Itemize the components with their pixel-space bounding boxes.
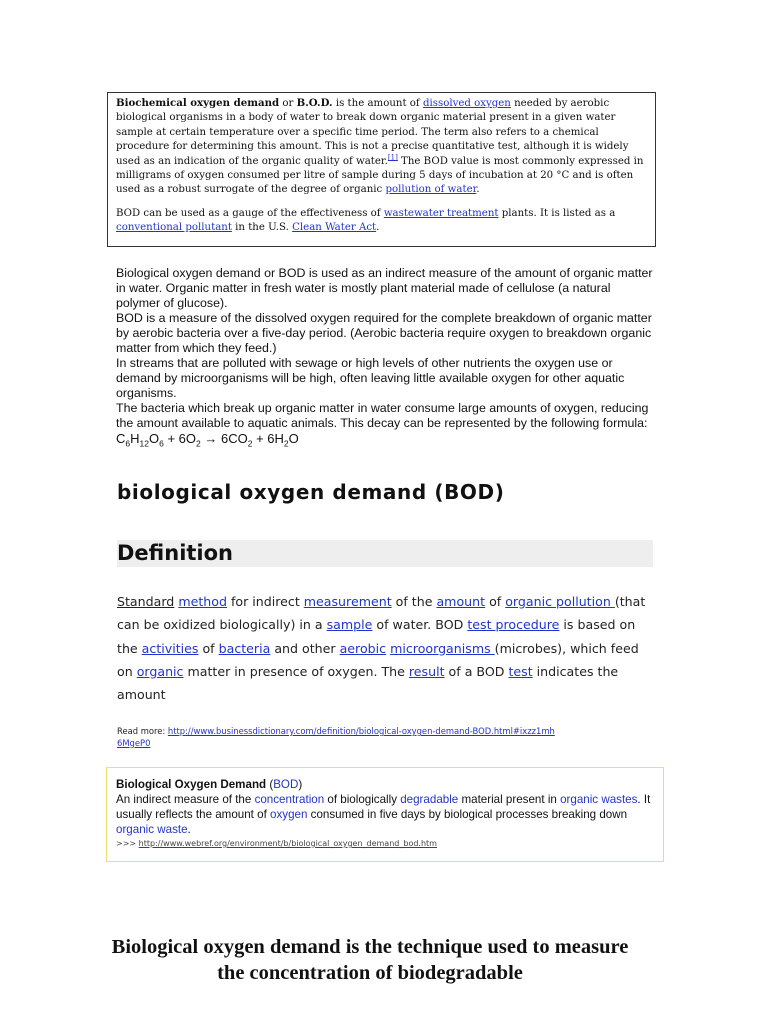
- link-sample[interactable]: sample: [326, 617, 373, 633]
- definition-title: Definition: [117, 541, 234, 565]
- wiki-text: The BOD value is most commonly expressed in milligrams of oxygen consumed per litre of sample during 5 days of incubation at 20 °C and is often used as a robust surrogate of the degree of organic: [116, 155, 644, 196]
- link-conventional-pollutant[interactable]: conventional pollutant: [116, 222, 232, 234]
- definition-text: of: [198, 640, 219, 656]
- formula-sub: 2: [196, 438, 201, 449]
- link-organic-wastes[interactable]: organic wastes: [560, 793, 638, 806]
- link-test[interactable]: test: [508, 663, 533, 679]
- link-result[interactable]: result: [408, 663, 445, 679]
- webref-body: [116, 792, 654, 837]
- webref-text: .: [187, 823, 191, 836]
- webref-source-link[interactable]: http://www.webref.org/environment/b/biological_oxygen_demand_bod.htm: [138, 839, 437, 848]
- plain-paragraph-1: Biological oxygen demand or BOD is used as an indirect measure of the amount of organic matter in water. Organic matter in fresh water is mostly plant material made of cellulose (a natural polymer of glucose).: [116, 266, 653, 310]
- plain-paragraph-4: The bacteria which break up organic matter in water consume large amounts of oxygen, reducing the amount available to aquatic animals. This decay can be represented by the following formula:: [116, 401, 649, 430]
- read-more: [117, 726, 557, 749]
- formula-part: → 6CO: [200, 431, 248, 446]
- link-microorganisms[interactable]: microorganisms: [390, 640, 495, 656]
- webref-box: [106, 767, 664, 862]
- link-pollution-of-water[interactable]: pollution of water: [385, 184, 477, 196]
- read-more-label: Read more:: [117, 726, 168, 736]
- wiki-paragraph-1: [116, 96, 649, 198]
- definition-text: of: [485, 594, 506, 609]
- definition-text: matter in presence of oxygen. The: [183, 663, 409, 679]
- wiki-excerpt-box: [107, 92, 656, 247]
- link-activities[interactable]: activities: [141, 640, 199, 656]
- link-oxygen[interactable]: oxygen: [270, 808, 308, 821]
- definition-text: (that can be oxidized biologically) in a: [117, 594, 646, 633]
- definition-text: for indirect: [226, 594, 304, 609]
- link-clean-water-act[interactable]: Clean Water Act: [292, 222, 377, 234]
- link-organic[interactable]: organic: [136, 663, 184, 679]
- link-method[interactable]: method: [178, 594, 227, 609]
- link-bacteria[interactable]: bacteria: [218, 640, 271, 656]
- link-aerobic[interactable]: aerobic: [339, 640, 387, 656]
- link-dissolved-oxygen[interactable]: dissolved oxygen: [422, 98, 511, 109]
- bottom-heading: Biological oxygen demand is the technique used to measure the concentration of biodegradable: [111, 936, 629, 984]
- formula-sub: 2: [283, 438, 289, 449]
- wiki-abbrev-bold: B.O.D.: [296, 97, 333, 109]
- link-concentration[interactable]: concentration: [254, 793, 325, 806]
- formula-part: + 6H: [252, 431, 284, 446]
- definition-text: indicates the amount: [117, 663, 619, 703]
- webref-text: material present in: [458, 793, 561, 806]
- webref-source-prefix: >>>: [116, 839, 139, 848]
- wiki-text: plants. It is listed as a: [498, 207, 616, 219]
- citation-link-1[interactable]: [1]: [387, 153, 398, 162]
- plain-text-block: [116, 266, 656, 452]
- link-standard[interactable]: Standard: [117, 594, 175, 609]
- definition-paragraph: [117, 590, 657, 706]
- webref-text: An indirect measure of the: [116, 793, 255, 806]
- webref-text: (: [266, 778, 274, 791]
- wiki-text: BOD can be used as a gauge of the effectiveness of: [116, 207, 384, 219]
- wiki-paragraph-2: [116, 207, 649, 236]
- wiki-text: in the U.S.: [231, 222, 293, 234]
- definition-text: of the: [391, 594, 437, 609]
- wiki-text: is the amount of: [332, 98, 423, 109]
- link-organic-waste[interactable]: organic waste: [116, 823, 188, 836]
- link-degradable[interactable]: degradable: [400, 793, 459, 806]
- link-amount[interactable]: amount: [436, 594, 486, 609]
- chemical-formula: [116, 431, 656, 452]
- webref-text: ): [298, 778, 303, 791]
- wiki-text: .: [376, 222, 380, 234]
- definition-text: and other: [270, 640, 340, 656]
- formula-part: + 6O: [163, 431, 197, 446]
- definition-text: of a BOD: [444, 663, 509, 679]
- formula-part: O: [148, 431, 160, 446]
- definition-text: (microbes), which feed on: [117, 640, 639, 679]
- webref-text: . It usually reflects the amount of: [116, 793, 651, 821]
- link-measurement[interactable]: measurement: [303, 594, 392, 609]
- webref-text: consumed in five days by biological processes breaking down: [307, 808, 628, 821]
- read-more-link[interactable]: http://www.businessdictionary.com/definition/biological-oxygen-demand-BOD.html#ixzz1mh6MgeP0: [117, 726, 555, 748]
- formula-sub: 6: [159, 438, 164, 449]
- link-bod[interactable]: BOD: [273, 778, 299, 791]
- definition-band: [117, 540, 653, 567]
- wiki-text: needed by aerobic biological organisms in a body of water to break down organic material present in a given water sample at certain temperature over a specific time period. The term also refers to a chemical procedure for determining this amount. This is not a precise quantitative test, although it is widely used as an indication of the organic quality of water.: [116, 98, 629, 167]
- formula-part: C: [116, 431, 126, 446]
- webref-source: [116, 837, 654, 850]
- formula-sub: 2: [247, 438, 253, 449]
- formula-sub: 6: [125, 438, 131, 449]
- definition-text: is based on the: [117, 617, 636, 656]
- bod-heading: biological oxygen demand (BOD): [117, 480, 505, 504]
- link-test-procedure[interactable]: test procedure: [467, 617, 560, 633]
- wiki-term-bold: Biochemical oxygen demand: [116, 97, 280, 109]
- wiki-text: .: [476, 184, 480, 196]
- formula-sub: 12: [139, 438, 149, 449]
- formula-part: O: [288, 431, 299, 446]
- formula-part: H: [130, 431, 140, 446]
- link-wastewater-treatment[interactable]: wastewater treatment: [383, 207, 499, 219]
- webref-title: [116, 777, 654, 792]
- link-organic-pollution[interactable]: organic pollution: [505, 594, 615, 609]
- plain-paragraph-2: BOD is a measure of the dissolved oxygen required for the complete breakdown of organic matter by aerobic bacteria over a five-day period. (Aerobic bacteria require oxygen to breakdown organic matter from which they feed.): [116, 311, 652, 355]
- webref-title-bold: Biological Oxygen Demand: [116, 778, 267, 791]
- definition-text: of water. BOD: [372, 617, 468, 633]
- webref-text: of biologically: [324, 793, 401, 806]
- wiki-text: or: [279, 98, 297, 109]
- plain-paragraph-3: In streams that are polluted with sewage or high levels of other nutrients the oxygen use or demand by microorganisms will be high, often leaving little available oxygen for other aquatic organisms.: [116, 356, 625, 400]
